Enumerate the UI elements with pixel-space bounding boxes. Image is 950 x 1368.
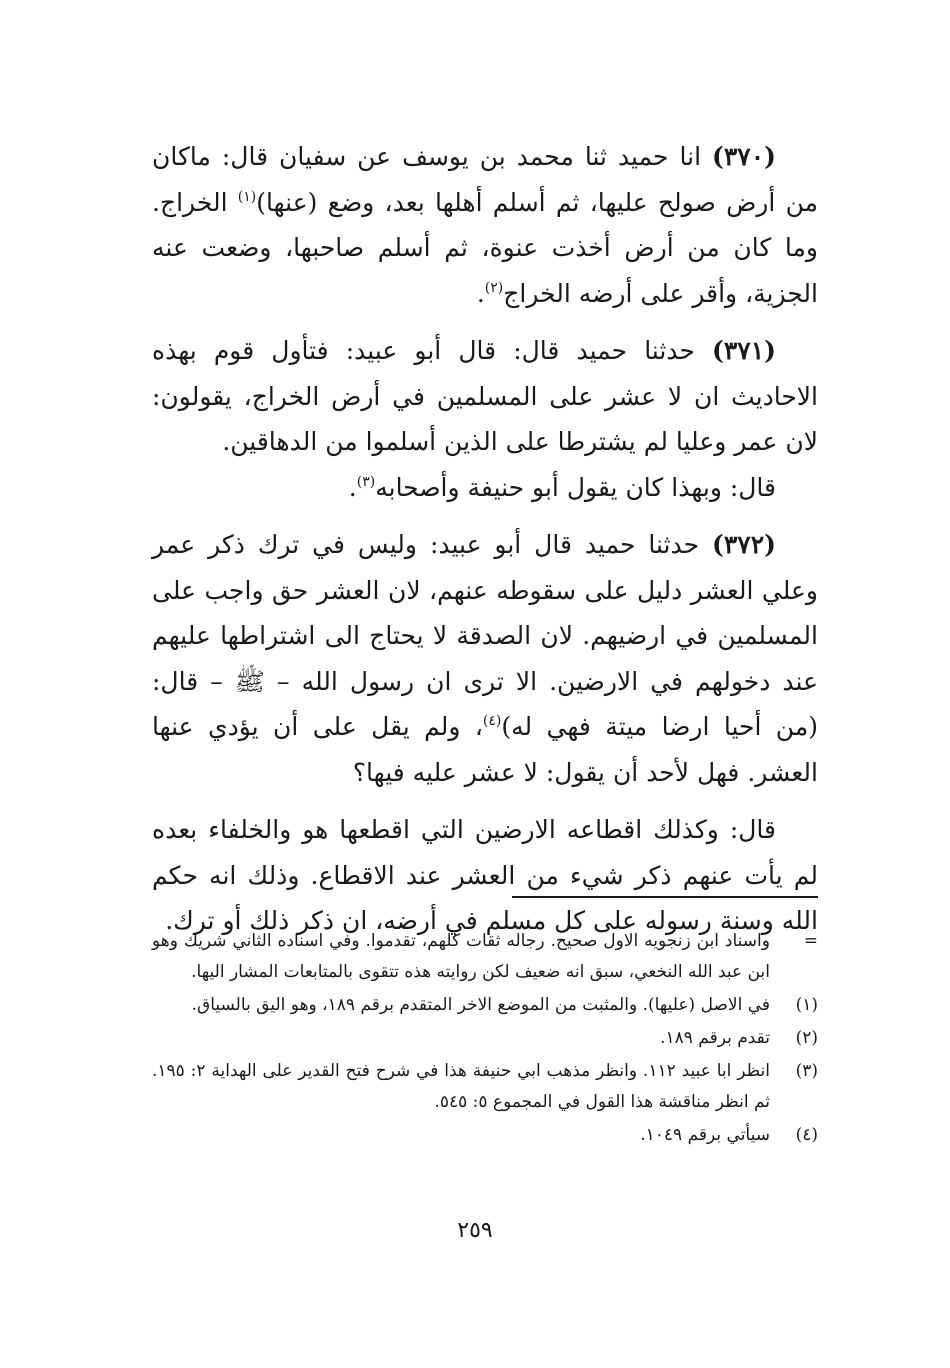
hadith-number: (٣٧٠)	[712, 142, 776, 171]
paragraph-371	[152, 328, 818, 465]
footnote-mark: (٤)	[795, 1125, 818, 1145]
footnote-text: واسناد ابن زنجويه الاول صحيح. رجاله ثقات كلهم، تقدموا. وفي اسناده الثاني شريك وهو ابن عبد الله النخعي، سبق انه ضعيف لكن روايته هذه تتقوى بالمتابعات المشار اليها.	[152, 931, 770, 982]
footnote-2	[152, 1023, 818, 1054]
footnote-4	[152, 1120, 818, 1151]
paragraph-text: .	[348, 472, 357, 502]
footnote-mark: (٢)	[795, 1028, 818, 1048]
footnote-mark: =	[803, 931, 818, 951]
paragraph-iqta	[152, 807, 818, 944]
hadith-number: (٣٧٢)	[712, 530, 776, 559]
footnotes	[152, 926, 818, 1153]
footnote-ref: (٤)	[482, 713, 502, 729]
main-text	[152, 134, 818, 956]
paragraph-text: انا حميد ثنا محمد بن يوسف عن سفيان قال: ماكان من أرض صولح عليها، ثم أسلم أهلها بعد، وضع (عنها)	[152, 142, 818, 217]
footnote-mark: (٣)	[795, 1061, 818, 1081]
footnote-text: تقدم برقم ١٨٩.	[660, 1028, 770, 1048]
paragraph-text: قال: وكذلك اقطاعه الارضين التي اقطعها هو والخلفاء بعده لم يأت عنهم ذكر شيء من العشر عند الاقطاع. وذلك انه حكم الله وسنة رسوله على كل مسلم في أرضه، ان ذكر ذلك أو ترك.	[152, 815, 818, 935]
paragraph-371-continued	[152, 465, 818, 511]
footnote-3	[152, 1056, 818, 1118]
hadith-number: (٣٧١)	[712, 336, 776, 365]
footnote-ref: (٣)	[356, 473, 376, 490]
footnote-1	[152, 990, 818, 1021]
paragraph-text: حدثنا حميد قال: قال أبو عبيد: فتأول قوم بهذه الاحاديث ان لا عشر على المسلمين في أرض الخراج، يقولون: لان عمر وعليا لم يشترطا على الذين أسلموا من الدهاقين.	[152, 336, 818, 456]
footnote-continued	[152, 926, 818, 988]
footnote-text: انظر ابا عبيد ١١٢. وانظر مذهب ابي حنيفة هذا في شرح فتح القدير على الهداية ٢: ١٩٥. ثم انظر مناقشة هذا القول في المجموع ٥: ٥٤٥.	[152, 1061, 770, 1112]
paragraph-text: الخراج. وما كان من أرض أخذت عنوة، ثم أسلم صاحبها، وضعت عنه الجزية، وأقر على أرضه الخراج	[152, 187, 818, 308]
paragraph-text: قال: وبهذا كان يقول أبو حنيفة وأصحابه	[375, 472, 776, 502]
page-number: ٢٥٩	[457, 1218, 493, 1243]
paragraph-text: ، ولم يقل على أن يؤدي عنها العشر. فهل لأحد أن يقول: لا عشر عليه فيها؟	[152, 712, 818, 787]
paragraph-370	[152, 134, 818, 316]
footnote-separator	[512, 896, 818, 898]
footnote-ref: (٢)	[484, 279, 504, 296]
footnote-text: في الاصل (عليها). والمثبت من الموضع الاخر المتقدم برقم ١٨٩، وهو اليق بالسياق.	[191, 995, 770, 1015]
paragraph-text: .	[476, 278, 485, 308]
footnote-ref: (١)	[237, 188, 257, 205]
paragraph-text: حدثنا حميد قال أبو عبيد: وليس في ترك ذكر عمر وعلي العشر دليل على سقوطه عنهم، لان العشر حق واجب على المسلمين في ارضيهم. لان الصدقة لا يحتاج الى اشتراطها عليهم عند دخولهم في الارضين. الا ترى ان رسول الله – ﷺ – قال: (من أحيا ارضا ميتة فهي له)	[152, 530, 818, 741]
footnote-mark: (١)	[795, 995, 818, 1015]
paragraph-372	[152, 522, 818, 795]
footnote-text: سيأتي برقم ١٠٤٩.	[640, 1125, 770, 1145]
